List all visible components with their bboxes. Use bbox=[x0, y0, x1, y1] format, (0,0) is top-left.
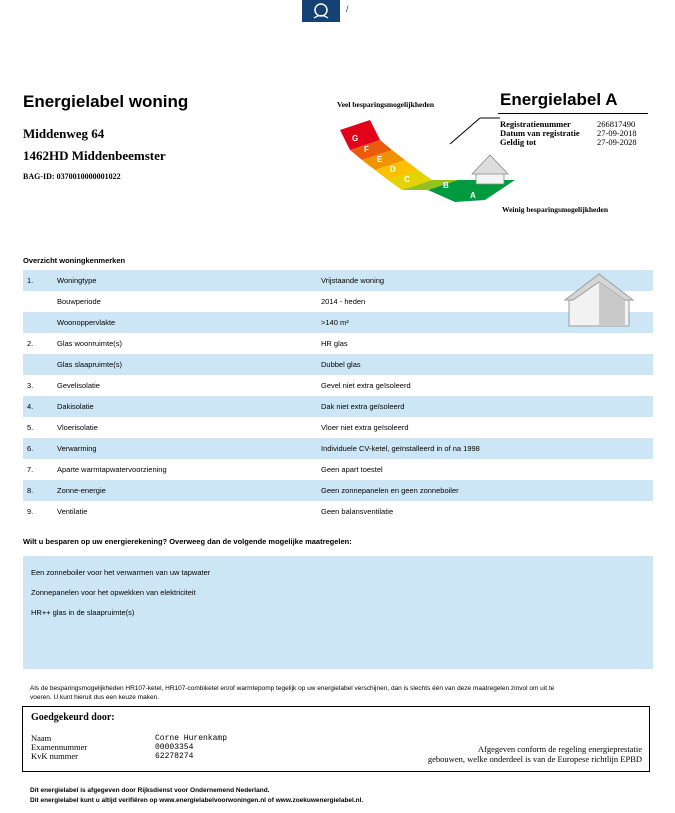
row-field: Zonne-energie bbox=[57, 480, 321, 501]
row-spacer bbox=[621, 375, 653, 396]
label-divider bbox=[498, 113, 648, 114]
row-field: Glas woonruimte(s) bbox=[57, 339, 123, 348]
row-field: Glas slaapruimte(s) bbox=[57, 354, 321, 375]
row-field: Vloerisolatie bbox=[57, 423, 98, 432]
document-title: Energielabel woning bbox=[23, 92, 189, 111]
address-street: Middenweg 64 bbox=[23, 126, 105, 141]
row-number: 6. bbox=[23, 438, 57, 459]
scale-letter-a: A bbox=[470, 191, 476, 200]
row-number: 4. bbox=[23, 396, 57, 417]
row-value: Dubbel glas bbox=[321, 354, 621, 375]
approved-title: Goedgekeurd door: bbox=[31, 712, 115, 723]
house-icon bbox=[563, 270, 635, 330]
registration-value: 266817490 bbox=[597, 119, 636, 129]
scale-letter-f: F bbox=[364, 145, 369, 154]
row-number: 1. bbox=[23, 270, 57, 291]
table-row bbox=[23, 480, 653, 501]
registration-value: 27-09-2028 bbox=[597, 137, 637, 147]
bag-id-label: BAG-ID: bbox=[23, 172, 55, 181]
scale-letter-c: C bbox=[404, 175, 410, 184]
table-row bbox=[23, 312, 653, 333]
row-number: 2. bbox=[27, 339, 34, 348]
row-field: Aparte warmtapwatervoorziening bbox=[57, 465, 167, 474]
row-spacer bbox=[621, 354, 653, 375]
row-number: 9. bbox=[27, 507, 34, 516]
conformity-line: Afgegeven conform de regeling energieprestatie bbox=[477, 744, 642, 754]
row-value: Geen zonnepanelen en geen zonneboiler bbox=[321, 480, 621, 501]
row-number bbox=[23, 291, 57, 312]
row-field: Verwarming bbox=[57, 438, 321, 459]
bag-id bbox=[23, 172, 121, 181]
row-value: HR glas bbox=[321, 339, 348, 348]
measures-box bbox=[23, 556, 653, 669]
scale-letter-e: E bbox=[377, 155, 383, 164]
approved-value: 00003354 bbox=[155, 743, 194, 752]
row-field: Woonoppervlakte bbox=[57, 312, 321, 333]
row-field: Woningtype bbox=[57, 270, 321, 291]
note-line: Als de besparingsmogelijkheden HR107-ketel, HR107-combiketel en/of warmtepomp tegelijk op uw energielabel verschijnen, dan is slechts één van deze maatregelen zinvol om uit te bbox=[30, 685, 555, 692]
measures-title: Wilt u besparen op uw energierekening? Overweeg dan de volgende mogelijke maatregelen: bbox=[23, 537, 352, 546]
row-spacer bbox=[621, 438, 653, 459]
footer-line: Dit energielabel is afgegeven door Rijksdienst voor Ondernemend Nederland. bbox=[30, 787, 270, 794]
row-spacer bbox=[621, 459, 653, 480]
row-number: 5. bbox=[27, 423, 34, 432]
registration-value: 27-09-2018 bbox=[597, 128, 637, 138]
row-spacer bbox=[621, 501, 653, 522]
conformity-line: gebouwen, welke onderdeel is van de Europese richtlijn EPBD bbox=[427, 754, 642, 764]
approved-rows bbox=[31, 734, 227, 761]
approved-key: Examennummer bbox=[31, 742, 88, 752]
measure-item: Een zonneboiler voor het verwarmen van uw tapwater bbox=[31, 568, 211, 577]
table-row bbox=[23, 333, 653, 354]
registration-key: Geldig tot bbox=[500, 137, 537, 147]
table-row bbox=[23, 291, 653, 312]
approved-value: 62278274 bbox=[155, 752, 194, 761]
table-row bbox=[23, 501, 653, 522]
row-value: Gevel niet extra geïsoleerd bbox=[321, 381, 411, 390]
scale-letter-g: G bbox=[352, 134, 359, 143]
registration-row bbox=[500, 138, 645, 147]
table-row bbox=[23, 438, 653, 459]
overview-title: Overzicht woningkenmerken bbox=[23, 256, 126, 265]
footer bbox=[30, 786, 363, 806]
top-caption: Veel besparingsmogelijkheden bbox=[337, 100, 435, 109]
footer-line: Dit energielabel kunt u altijd verifiëren op www.energielabelvoorwoningen.nl of www.zoekuwenergielabel.nl. bbox=[30, 797, 364, 804]
row-value: Individuele CV-ketel, geïnstalleerd in of na 1998 bbox=[321, 438, 621, 459]
approved-value: Corne Hurenkamp bbox=[155, 734, 228, 743]
approved-key: Naam bbox=[31, 733, 52, 743]
row-field: Dakisolatie bbox=[57, 396, 321, 417]
row-value: Vloer niet extra geïsoleerd bbox=[321, 423, 409, 432]
row-number: 8. bbox=[23, 480, 57, 501]
row-number: 7. bbox=[27, 465, 34, 474]
row-number: 3. bbox=[27, 381, 34, 390]
label-title: Energielabel A bbox=[500, 90, 618, 109]
note-text bbox=[30, 684, 640, 702]
row-number bbox=[23, 354, 57, 375]
table-row bbox=[23, 354, 653, 375]
logo-mark: / bbox=[346, 4, 349, 14]
row-field: Bouwperiode bbox=[57, 297, 101, 306]
row-spacer bbox=[621, 333, 653, 354]
measure-item: HR++ glas in de slaapruimte(s) bbox=[31, 608, 135, 617]
coat-of-arms-logo bbox=[302, 0, 340, 22]
row-value: >140 m² bbox=[321, 312, 621, 333]
row-value: Geen balansventilatie bbox=[321, 507, 394, 516]
characteristics-table bbox=[23, 270, 653, 522]
conformity-text bbox=[428, 744, 642, 764]
row-value: Dak niet extra geïsoleerd bbox=[321, 396, 621, 417]
row-number bbox=[23, 312, 57, 333]
table-row bbox=[23, 459, 653, 480]
approved-box bbox=[22, 706, 650, 772]
registration-key: Registratienummer bbox=[500, 119, 571, 129]
table-row bbox=[23, 417, 653, 438]
row-field: Gevelisolatie bbox=[57, 381, 100, 390]
row-spacer bbox=[621, 417, 653, 438]
bag-id-value: 0370010000001022 bbox=[56, 172, 121, 181]
row-value: Vrijstaande woning bbox=[321, 270, 621, 291]
scale-letter-d: D bbox=[390, 165, 396, 174]
approved-key: KvK nummer bbox=[31, 751, 78, 761]
address-city: 1462HD Middenbeemster bbox=[23, 148, 166, 163]
row-spacer bbox=[621, 480, 653, 501]
row-value: Geen apart toestel bbox=[321, 465, 383, 474]
measure-item: Zonnepanelen voor het opwekken van elektriciteit bbox=[31, 588, 196, 597]
approved-row bbox=[31, 752, 227, 761]
row-spacer bbox=[621, 396, 653, 417]
scale-letter-b: B bbox=[443, 181, 449, 190]
table-row bbox=[23, 270, 653, 291]
row-value: 2014 - heden bbox=[321, 297, 366, 306]
row-field: Ventilatie bbox=[57, 507, 88, 516]
scale-house-icon bbox=[472, 155, 508, 184]
note-line: voeren. U kunt hieruit dus een keuze maken. bbox=[30, 694, 159, 701]
registration-info bbox=[500, 120, 645, 147]
table-row bbox=[23, 396, 653, 417]
bottom-caption: Weinig besparingsmogelijkheden bbox=[502, 205, 609, 214]
pointer-line bbox=[450, 118, 480, 144]
table-row bbox=[23, 375, 653, 396]
registration-key: Datum van registratie bbox=[500, 128, 580, 138]
